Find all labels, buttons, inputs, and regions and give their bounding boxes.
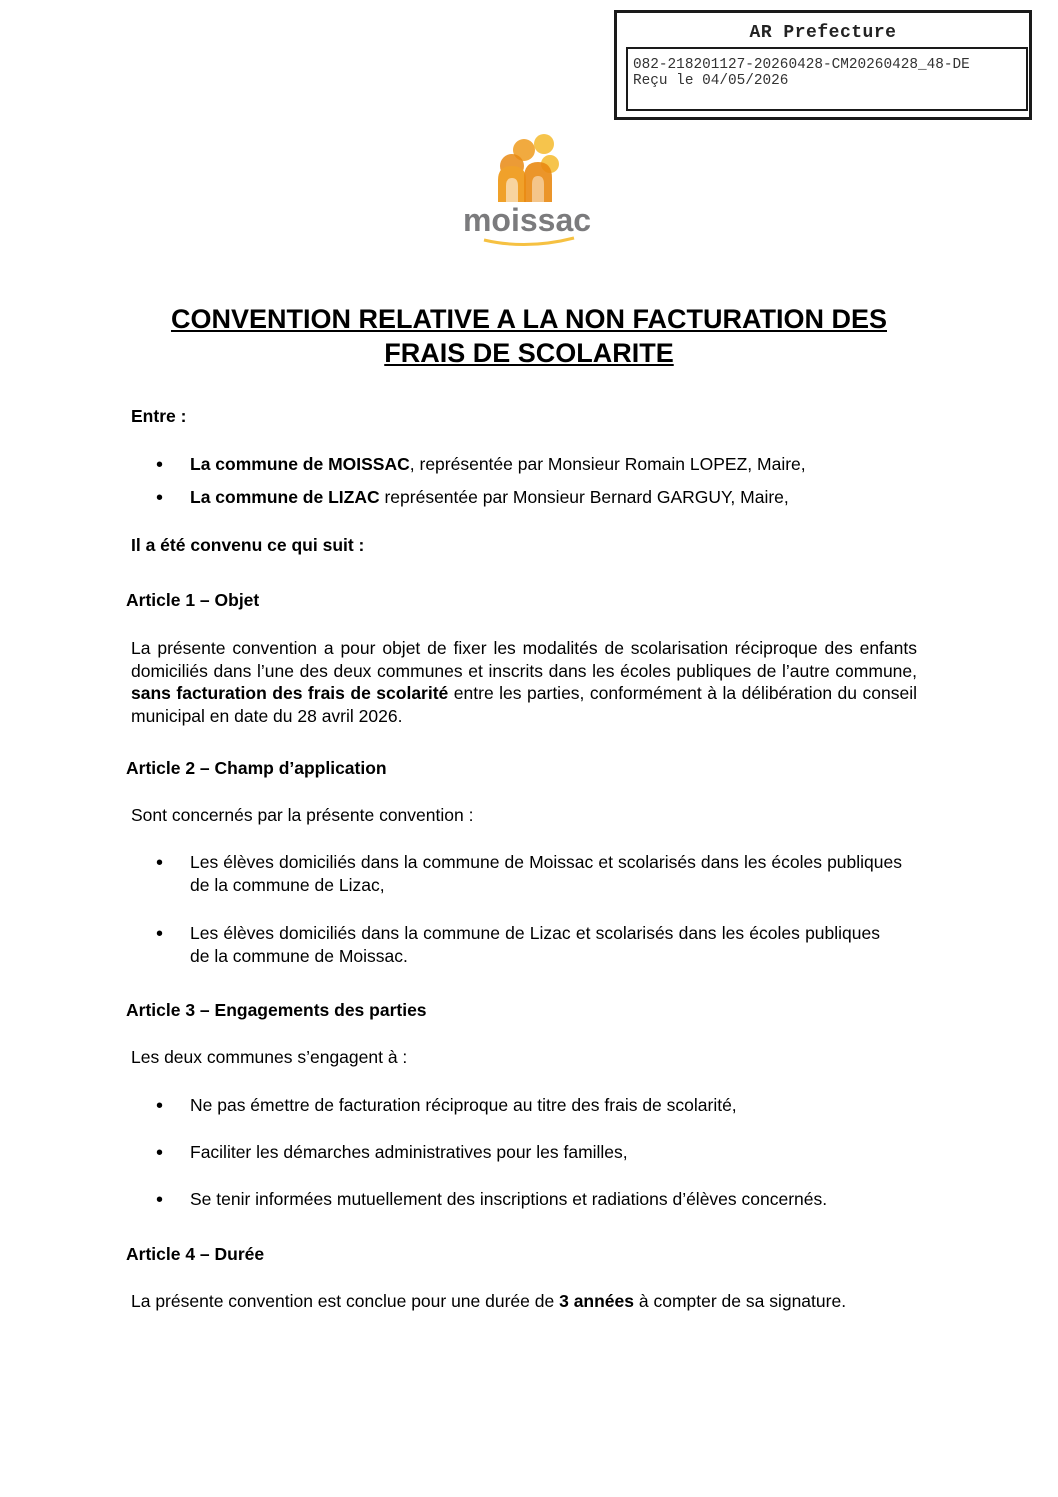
logo-arch-opening (532, 176, 544, 202)
bullet-icon: • (156, 1189, 164, 1211)
entre-label: Entre : (131, 406, 187, 426)
article-1-text-part: entre les parties, conformément à la délibération du conseil municipal en date du 28 avril 2026. (131, 683, 917, 726)
bullet-icon: • (156, 487, 164, 509)
article-1-text-part: La présente convention a pour objet de fixer les modalités de scolarisation réciproque des enfants domiciliés dans l’une des deux communes et inscrits dans les écoles publiques de l’autre commune, (131, 638, 917, 681)
logo-swoosh (484, 238, 574, 245)
party-item (190, 486, 920, 509)
article-4-heading: Article 4 – Durée (126, 1244, 265, 1264)
article-3-item: Faciliter les démarches administratives pour les familles, (190, 1142, 628, 1162)
stamp-reference: 082-218201127-20260428-CM20260428_48-DE (633, 57, 970, 73)
party-representative: représentée par Monsieur Bernard GARGUY, Maire, (379, 487, 789, 507)
article-3-item: Se tenir informées mutuellement des inscriptions et radiations d’élèves concernés. (190, 1189, 828, 1209)
bullet-icon: • (156, 1142, 164, 1164)
article-3-intro: Les deux communes s’engagent à : (131, 1047, 408, 1067)
article-1-heading: Article 1 – Objet (126, 590, 260, 610)
article-3-heading: Article 3 – Engagements des parties (126, 1000, 427, 1020)
article-1-text (131, 637, 917, 727)
article-4-text (131, 1290, 851, 1313)
bullet-icon: • (156, 923, 164, 945)
title-line: FRAIS DE SCOLARITE (384, 338, 674, 368)
article-4-text-part: La présente convention est conclue pour une durée de (131, 1291, 560, 1311)
article-2-intro: Sont concernés par la présente convention : (131, 805, 474, 825)
article-2-item: Les élèves domiciliés dans la commune de Lizac et scolarisés dans les écoles publiques de la commune de Moissac. (190, 923, 880, 966)
stamp-title: AR Prefecture (749, 23, 897, 43)
document-title (100, 302, 958, 370)
logo-circle (534, 134, 554, 154)
prefecture-stamp (614, 10, 1032, 120)
party-item (190, 453, 920, 476)
bullet-icon: • (156, 1095, 164, 1117)
stamp-received-date: Reçu le 04/05/2026 (633, 73, 789, 89)
title-line: CONVENTION RELATIVE A LA NON FACTURATION DES (170, 304, 887, 334)
logo-wordmark: moissac (462, 202, 592, 238)
bullet-icon: • (156, 852, 164, 874)
party-name: La commune de MOISSAC (190, 454, 410, 474)
article-2-item: Les élèves domiciliés dans la commune de Moissac et scolarisés dans les écoles publiques de la commune de Lizac, (190, 852, 902, 895)
article-1-emphasis: sans facturation des frais de scolarité (131, 683, 449, 703)
agreement-intro: Il a été convenu ce qui suit : (131, 535, 365, 555)
logo-arch-opening (506, 178, 518, 202)
stamp-reference-box (626, 47, 1028, 111)
article-4-emphasis: 3 années (559, 1291, 634, 1311)
article-2-heading: Article 2 – Champ d’application (126, 758, 387, 778)
article-4-text-part: à compter de sa signature. (634, 1291, 847, 1311)
party-name: La commune de LIZAC (190, 487, 380, 507)
article-3-item: Ne pas émettre de facturation réciproque au titre des frais de scolarité, (190, 1095, 737, 1115)
moissac-logo (454, 130, 600, 250)
bullet-icon: • (156, 454, 164, 476)
party-representative: , représentée par Monsieur Romain LOPEZ, Maire, (409, 454, 806, 474)
